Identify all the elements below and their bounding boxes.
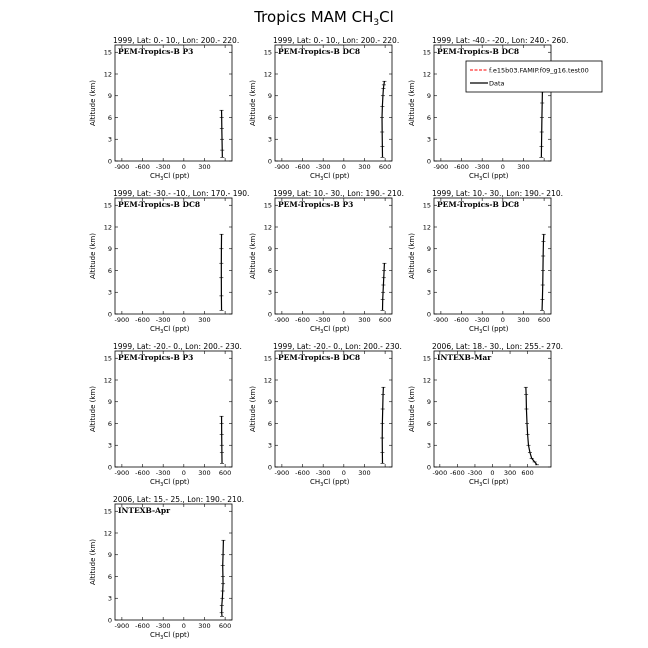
y-tick-label: 6 (267, 266, 272, 275)
x-tick-label: -600 (454, 163, 469, 171)
x-tick-label: 300 (198, 163, 211, 171)
legend-model-label: f.e15b03.FAMIP.f09_g16.test00 (489, 66, 589, 75)
x-tick-label: 0 (490, 469, 495, 477)
data-line (541, 81, 543, 157)
x-tick-label: 300 (503, 469, 517, 477)
x-tick-label: -600 (454, 316, 469, 324)
data-line (222, 540, 224, 616)
y-tick-label: 12 (422, 223, 431, 232)
y-tick-label: 3 (426, 135, 431, 144)
x-axis-label: $CH_3Cl$ (ppt) (150, 325, 190, 335)
y-tick-label: 12 (103, 529, 112, 538)
x-tick-label: 300 (358, 316, 371, 324)
x-tick-label: -300 (315, 469, 331, 477)
y-axis-label: Altitude (km) (89, 80, 97, 126)
y-axis-label: Altitude (km) (89, 539, 97, 585)
y-tick-label: 12 (103, 376, 112, 385)
x-axis-label: $CH_3Cl$ (ppt) (469, 172, 509, 182)
y-tick-label: 3 (267, 288, 272, 297)
x-axis-label: $CH_3Cl$ (ppt) (310, 325, 350, 335)
mission-label: INTEXB-Mar (437, 353, 492, 362)
panel-title: 1999, Lat: 0.- 10., Lon: 200.- 220. (273, 36, 400, 45)
x-tick-label: 300 (517, 316, 530, 324)
y-tick-label: 6 (426, 113, 431, 122)
x-tick-label: 300 (198, 316, 211, 324)
x-tick-label: 0 (341, 316, 346, 324)
y-tick-label: 0 (107, 463, 112, 472)
mission-label: PEM-Tropics-B DC8 (437, 200, 520, 209)
x-tick-label: -600 (135, 316, 150, 324)
mission-label: PEM-Tropics-B P3 (278, 200, 354, 209)
y-tick-label: 15 (263, 201, 272, 210)
y-tick-label: 6 (267, 419, 272, 428)
panel-4 (89, 189, 249, 335)
y-tick-label: 6 (107, 266, 112, 275)
y-tick-label: 15 (103, 354, 112, 363)
x-tick-label: -900 (433, 163, 449, 171)
y-axis-label: Altitude (km) (408, 386, 416, 432)
y-tick-label: 15 (422, 354, 431, 363)
x-axis-label: $CH_3Cl$ (ppt) (150, 478, 190, 488)
plot-frame (275, 45, 392, 161)
y-tick-label: 3 (267, 441, 272, 450)
y-tick-label: 9 (107, 92, 112, 101)
panel-2 (249, 36, 399, 182)
x-axis-label: $CH_3Cl$ (ppt) (310, 172, 350, 182)
y-tick-label: 3 (426, 288, 431, 297)
x-tick-label: 300 (517, 163, 530, 171)
y-tick-label: 0 (107, 157, 112, 166)
y-tick-label: 6 (426, 419, 431, 428)
legend (466, 61, 602, 92)
y-tick-label: 3 (426, 441, 431, 450)
data-line (542, 234, 544, 310)
x-tick-label: -300 (474, 316, 490, 324)
mission-label: PEM-Tropics-B DC8 (118, 200, 201, 209)
panel-title: 1999, Lat: 0.- 10., Lon: 200.- 220. (113, 36, 240, 45)
y-tick-label: 3 (267, 135, 272, 144)
x-tick-label: -600 (135, 469, 150, 477)
panel-9 (408, 342, 563, 488)
y-tick-label: 15 (422, 201, 431, 210)
y-tick-label: 0 (267, 157, 272, 166)
y-tick-label: 6 (267, 113, 272, 122)
panel-title: 1999, Lat: -30.- -10., Lon: 170.- 190. (113, 189, 250, 198)
panel-title: 1999, Lat: 10.- 30., Lon: 190.- 210. (273, 189, 404, 198)
x-tick-label: -600 (295, 163, 310, 171)
x-tick-label: -300 (155, 622, 171, 630)
y-tick-label: 15 (422, 48, 431, 57)
y-tick-label: 0 (107, 310, 112, 319)
y-tick-label: 15 (103, 48, 112, 57)
x-tick-label: -900 (114, 316, 130, 324)
y-tick-label: 12 (103, 223, 112, 232)
plot-frame (115, 198, 232, 314)
x-tick-label: 600 (521, 469, 534, 477)
y-tick-label: 9 (267, 92, 272, 101)
y-tick-label: 9 (426, 398, 431, 407)
x-tick-label: -900 (274, 163, 290, 171)
x-tick-label: -300 (155, 163, 171, 171)
panel-title: 1999, Lat: 10.- 30., Lon: 190.- 210. (432, 189, 563, 198)
y-tick-label: 0 (107, 616, 112, 625)
plot-frame (275, 351, 392, 467)
panel-1 (89, 36, 239, 182)
panel-title: 1999, Lat: -40.- -20., Lon: 240.- 260. (432, 36, 569, 45)
plot-frame (115, 504, 232, 620)
x-axis-label: $CH_3Cl$ (ppt) (150, 172, 190, 182)
x-tick-label: 0 (500, 163, 505, 171)
x-tick-label: -900 (433, 316, 449, 324)
y-tick-label: 0 (426, 463, 431, 472)
x-tick-label: 0 (500, 316, 505, 324)
y-tick-label: 15 (103, 507, 112, 516)
x-tick-label: -300 (315, 163, 331, 171)
y-tick-label: 15 (263, 48, 272, 57)
x-tick-label: 0 (181, 163, 186, 171)
y-tick-label: 12 (263, 376, 272, 385)
x-tick-label: 0 (181, 469, 186, 477)
mission-label: PEM-Tropics-B DC8 (437, 47, 520, 56)
x-tick-label: 600 (378, 163, 392, 171)
x-axis-label: $CH_3Cl$ (ppt) (469, 325, 509, 335)
x-tick-label: -900 (114, 469, 130, 477)
x-tick-label: 0 (181, 316, 186, 324)
x-tick-label: -600 (135, 622, 150, 630)
panel-8 (249, 342, 402, 488)
x-tick-label: -600 (295, 316, 310, 324)
x-tick-label: -900 (274, 469, 290, 477)
x-axis-label: $CH_3Cl$ (ppt) (469, 478, 509, 488)
mission-label: PEM-Tropics-B P3 (118, 353, 194, 362)
y-tick-label: 9 (267, 245, 272, 254)
y-tick-label: 0 (267, 310, 272, 319)
y-tick-label: 6 (107, 113, 112, 122)
x-tick-label: 600 (218, 622, 232, 630)
data-line (526, 387, 537, 465)
y-tick-label: 12 (263, 223, 272, 232)
y-tick-label: 12 (422, 376, 431, 385)
mission-label: PEM-Tropics-B DC8 (278, 353, 361, 362)
y-tick-label: 9 (107, 551, 112, 560)
plot-frame (115, 45, 232, 161)
x-tick-label: -900 (274, 316, 290, 324)
y-tick-label: 0 (426, 310, 431, 319)
plot-frame (434, 351, 551, 467)
plot-frame (434, 198, 551, 314)
y-tick-label: 9 (107, 398, 112, 407)
x-axis-label: $CH_3Cl$ (ppt) (150, 631, 190, 641)
y-axis-label: Altitude (km) (89, 386, 97, 432)
x-tick-label: 300 (198, 622, 211, 630)
y-tick-label: 15 (263, 354, 272, 363)
x-tick-label: 600 (537, 316, 551, 324)
plot-frame (115, 351, 232, 467)
y-tick-label: 12 (422, 70, 431, 79)
x-tick-label: -300 (155, 469, 171, 477)
y-axis-label: Altitude (km) (408, 80, 416, 126)
y-axis-label: Altitude (km) (89, 233, 97, 279)
panel-3 (408, 36, 568, 182)
panel-10 (89, 495, 244, 641)
data-line (382, 81, 384, 157)
y-tick-label: 9 (107, 245, 112, 254)
x-tick-label: 300 (358, 469, 371, 477)
y-axis-label: Altitude (km) (249, 233, 257, 279)
data-line (382, 387, 383, 463)
mission-label: INTEXB-Apr (118, 506, 171, 515)
x-tick-label: -900 (114, 163, 130, 171)
y-tick-label: 3 (107, 594, 112, 603)
panel-6 (408, 189, 563, 335)
x-tick-label: 600 (378, 316, 392, 324)
y-tick-label: 12 (103, 70, 112, 79)
y-tick-label: 0 (267, 463, 272, 472)
y-tick-label: 9 (426, 92, 431, 101)
panel-7 (89, 342, 242, 488)
panel-5 (249, 189, 404, 335)
x-tick-label: -600 (135, 163, 150, 171)
x-tick-label: 300 (358, 163, 371, 171)
y-tick-label: 9 (267, 398, 272, 407)
x-tick-label: -300 (315, 316, 331, 324)
figure-title: Tropics MAM $CH_3Cl$ (254, 8, 394, 28)
x-tick-label: -300 (467, 469, 483, 477)
x-axis-label: $CH_3Cl$ (ppt) (310, 478, 350, 488)
y-axis-label: Altitude (km) (249, 80, 257, 126)
panel-title: 2006, Lat: 15.- 25., Lon: 190.- 210. (113, 495, 244, 504)
y-tick-label: 0 (426, 157, 431, 166)
x-tick-label: 0 (341, 163, 346, 171)
x-tick-label: -900 (114, 622, 130, 630)
panel-title: 2006, Lat: 18.- 30., Lon: 255.- 270. (432, 342, 563, 351)
y-tick-label: 9 (426, 245, 431, 254)
x-tick-label: -600 (295, 469, 310, 477)
y-tick-label: 3 (107, 441, 112, 450)
y-tick-label: 6 (107, 419, 112, 428)
x-tick-label: 300 (198, 469, 211, 477)
mission-label: PEM-Tropics-B P3 (118, 47, 194, 56)
legend-data-label: Data (489, 79, 505, 88)
y-tick-label: 15 (103, 201, 112, 210)
panel-title: 1999, Lat: -20.- 0., Lon: 200.- 230. (273, 342, 402, 351)
y-axis-label: Altitude (km) (408, 233, 416, 279)
y-axis-label: Altitude (km) (249, 386, 257, 432)
x-tick-label: 600 (218, 469, 232, 477)
y-tick-label: 6 (426, 266, 431, 275)
y-tick-label: 6 (107, 572, 112, 581)
x-tick-label: -600 (450, 469, 465, 477)
y-tick-label: 12 (263, 70, 272, 79)
x-tick-label: -900 (432, 469, 448, 477)
y-tick-label: 3 (107, 288, 112, 297)
mission-label: PEM-Tropics-B DC8 (278, 47, 361, 56)
panel-title: 1999, Lat: -20.- 0., Lon: 200.- 230. (113, 342, 242, 351)
x-tick-label: 0 (341, 469, 346, 477)
x-tick-label: -300 (155, 316, 171, 324)
x-tick-label: 0 (181, 622, 186, 630)
y-tick-label: 3 (107, 135, 112, 144)
plot-frame (275, 198, 392, 314)
x-tick-label: -300 (474, 163, 490, 171)
